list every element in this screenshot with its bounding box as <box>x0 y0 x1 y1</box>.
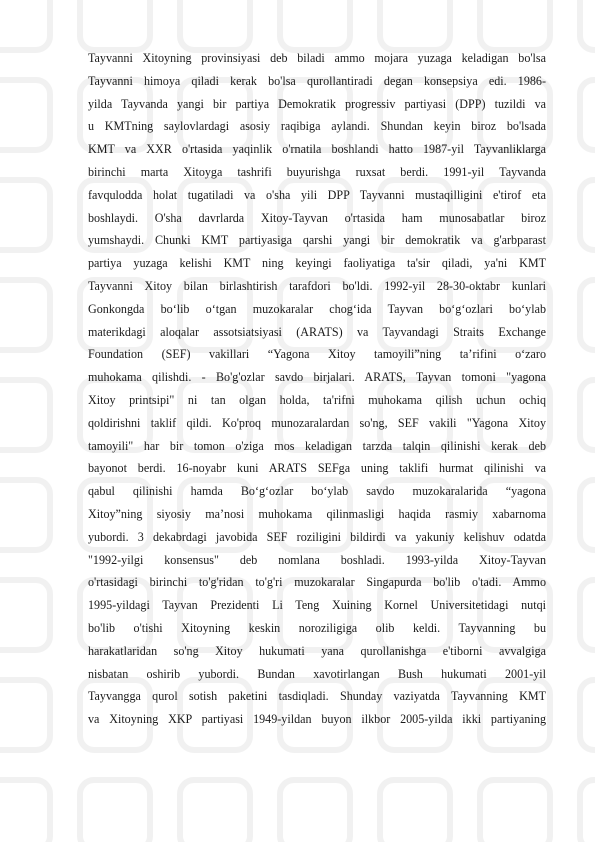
text-line: 1995-yildagi Tayvan Prezidenti Li Teng Xuining Kornel Universitetidagi nutqi <box>88 598 546 613</box>
text-line: birinchi marta Xitoyga tashrifi buyurishga ruxsat berdi. 1991-yil Tayvanda <box>88 164 546 179</box>
watermark-tile <box>280 780 350 842</box>
watermark-tile <box>480 0 550 50</box>
watermark-tile <box>480 780 550 842</box>
text-line: Gonkongda bo‘lib o‘tgan muzokaralar chog‘ida Tayvan bo‘g‘ozlari bo‘ylab <box>88 301 546 316</box>
watermark-tile <box>80 0 150 50</box>
text-line: Foundation (SEF) vakillari “Yagona Xitoy tamoyili”ning ta’rifini o‘zaro <box>88 347 546 362</box>
text-line: Tayvangga qurol sotish paketini tasdiqladi. Shunday vaziyatda Tayvanning KMT <box>88 689 546 704</box>
text-line: va Xitoyning XKP partiyasi 1949-yildan buyon ilkbor 2005-yilda ikki partiyaning <box>88 712 546 727</box>
text-line: materikdagi aloqalar assotsiatsiyasi (ARATS) va Tayvandagi Straits Exchange <box>88 324 546 339</box>
watermark-tile <box>0 80 50 150</box>
watermark-tile <box>0 180 50 250</box>
text-line: nisbatan oshirib yubordi. Bundan xavotirlangan Bush hukumati 2001-yil <box>88 666 546 681</box>
text-line: u KMTning saylovlardagi asosiy raqibiga aylandi. Shundan keyin biroz bo'lsada <box>88 119 546 134</box>
text-line: partiya yuzaga kelishi KMT ning keyingi faoliyatiga ta'sir qiladi, ya'ni KMT <box>88 256 546 271</box>
text-line: yumshaydi. Chunki KMT partiyasiga qarshi yangi bir demokratik va g'arbparast <box>88 233 546 248</box>
text-line: KMT va XXR o'rtasida yaqinlik o'rnatila boshlandi hatto 1987-yil Tayvanliklarga <box>88 142 546 157</box>
watermark-tile <box>280 0 350 50</box>
text-line: qabul qilinishi hamda Bo‘g‘ozlar bo‘ylab savdo muzokaralarida “yagona <box>88 484 546 499</box>
watermark-tile <box>580 80 595 150</box>
watermark-tile <box>0 780 50 842</box>
text-line: bo'lib o'tishi Xitoyning keskin noroziligiga olib keldi. Tayvanning bu <box>88 620 546 635</box>
watermark-tile <box>580 0 595 50</box>
text-line: yilda Tayvanda yangi bir partiya Demokratik progressiv partiyasi (DPP) tuzildi va <box>88 96 546 111</box>
watermark-tile <box>0 0 50 50</box>
watermark-tile <box>0 380 50 450</box>
watermark-tile <box>180 0 250 50</box>
watermark-tile <box>580 380 595 450</box>
watermark-tile <box>580 580 595 650</box>
watermark-tile <box>580 180 595 250</box>
watermark-tile <box>0 580 50 650</box>
text-line: o'rtasidagi birinchi to'g'ridan to'g'ri muzokaralar Singapurda bo'lib o'tadi. Ammo <box>88 575 546 590</box>
text-line: favqulodda holat tugatiladi va o'sha yili DPP Tayvanni mustaqilligini e'tirof eta <box>88 187 546 202</box>
text-line: bayonot berdi. 16-noyabr kuni ARATS SEFga uning taklifi hurmat qilinishi va <box>88 461 546 476</box>
watermark-tile <box>0 280 50 350</box>
text-line: Xitoy printsipi" ni tan olgan holda, ta'rifni muhokama qilish uchun ochiq <box>88 392 546 407</box>
text-line: harakatlaridan so'ng Xitoy hukumati yana qurollanishga e'tiborni avvalgiga <box>88 643 546 658</box>
watermark-tile <box>180 780 250 842</box>
text-line: Tayvanni himoya qiladi kerak bo'lsa qurollantiradi degan konsepsiya edi. 1986- <box>88 73 546 88</box>
text-line: qoldirishni taklif qildi. Ko'proq munozaralardan so'ng, SEF vakili "Yagona Xitoy <box>88 415 546 430</box>
watermark-tile <box>380 780 450 842</box>
text-line: boshlaydi. O'sha davrlarda Xitoy-Tayvan o'rtasida ham munosabatlar biroz <box>88 210 546 225</box>
watermark-tile <box>580 780 595 842</box>
text-line: muhokama qilishdi. - Bo'g'ozlar savdo birjalari. ARATS, Tayvan tomoni "yagona <box>88 370 546 385</box>
body-text <box>88 47 546 731</box>
watermark-tile <box>580 680 595 750</box>
watermark-tile <box>80 780 150 842</box>
text-line: "1992-yilgi konsensus" deb nomlana boshladi. 1993-yilda Xitoy-Tayvan <box>88 552 546 567</box>
watermark-tile <box>580 480 595 550</box>
text-line: Tayvanni Xitoyning provinsiyasi deb biladi ammo mojara yuzaga keladigan bo'lsa <box>88 51 546 65</box>
watermark-tile <box>0 480 50 550</box>
text-line: Tayvanni Xitoy bilan birlashtirish tarafdori bo'ldi. 1992-yil 28-30-oktabr kunlari <box>88 278 546 293</box>
text-line: Xitoy”ning siyosiy ma’nosi muhokama qilinmasligi haqida rasmiy xabarnoma <box>88 506 546 521</box>
watermark-tile <box>380 0 450 50</box>
watermark-tile <box>580 280 595 350</box>
text-line: tamoyili" har bir tomon o'ziga mos keladigan tarzda talqin qilinishi kerak deb <box>88 438 546 453</box>
text-line: yubordi. 3 dekabrdagi javobida SEF roziligini bildirdi va yakuniy kelishuv odatda <box>88 529 546 544</box>
watermark-tile <box>0 680 50 750</box>
